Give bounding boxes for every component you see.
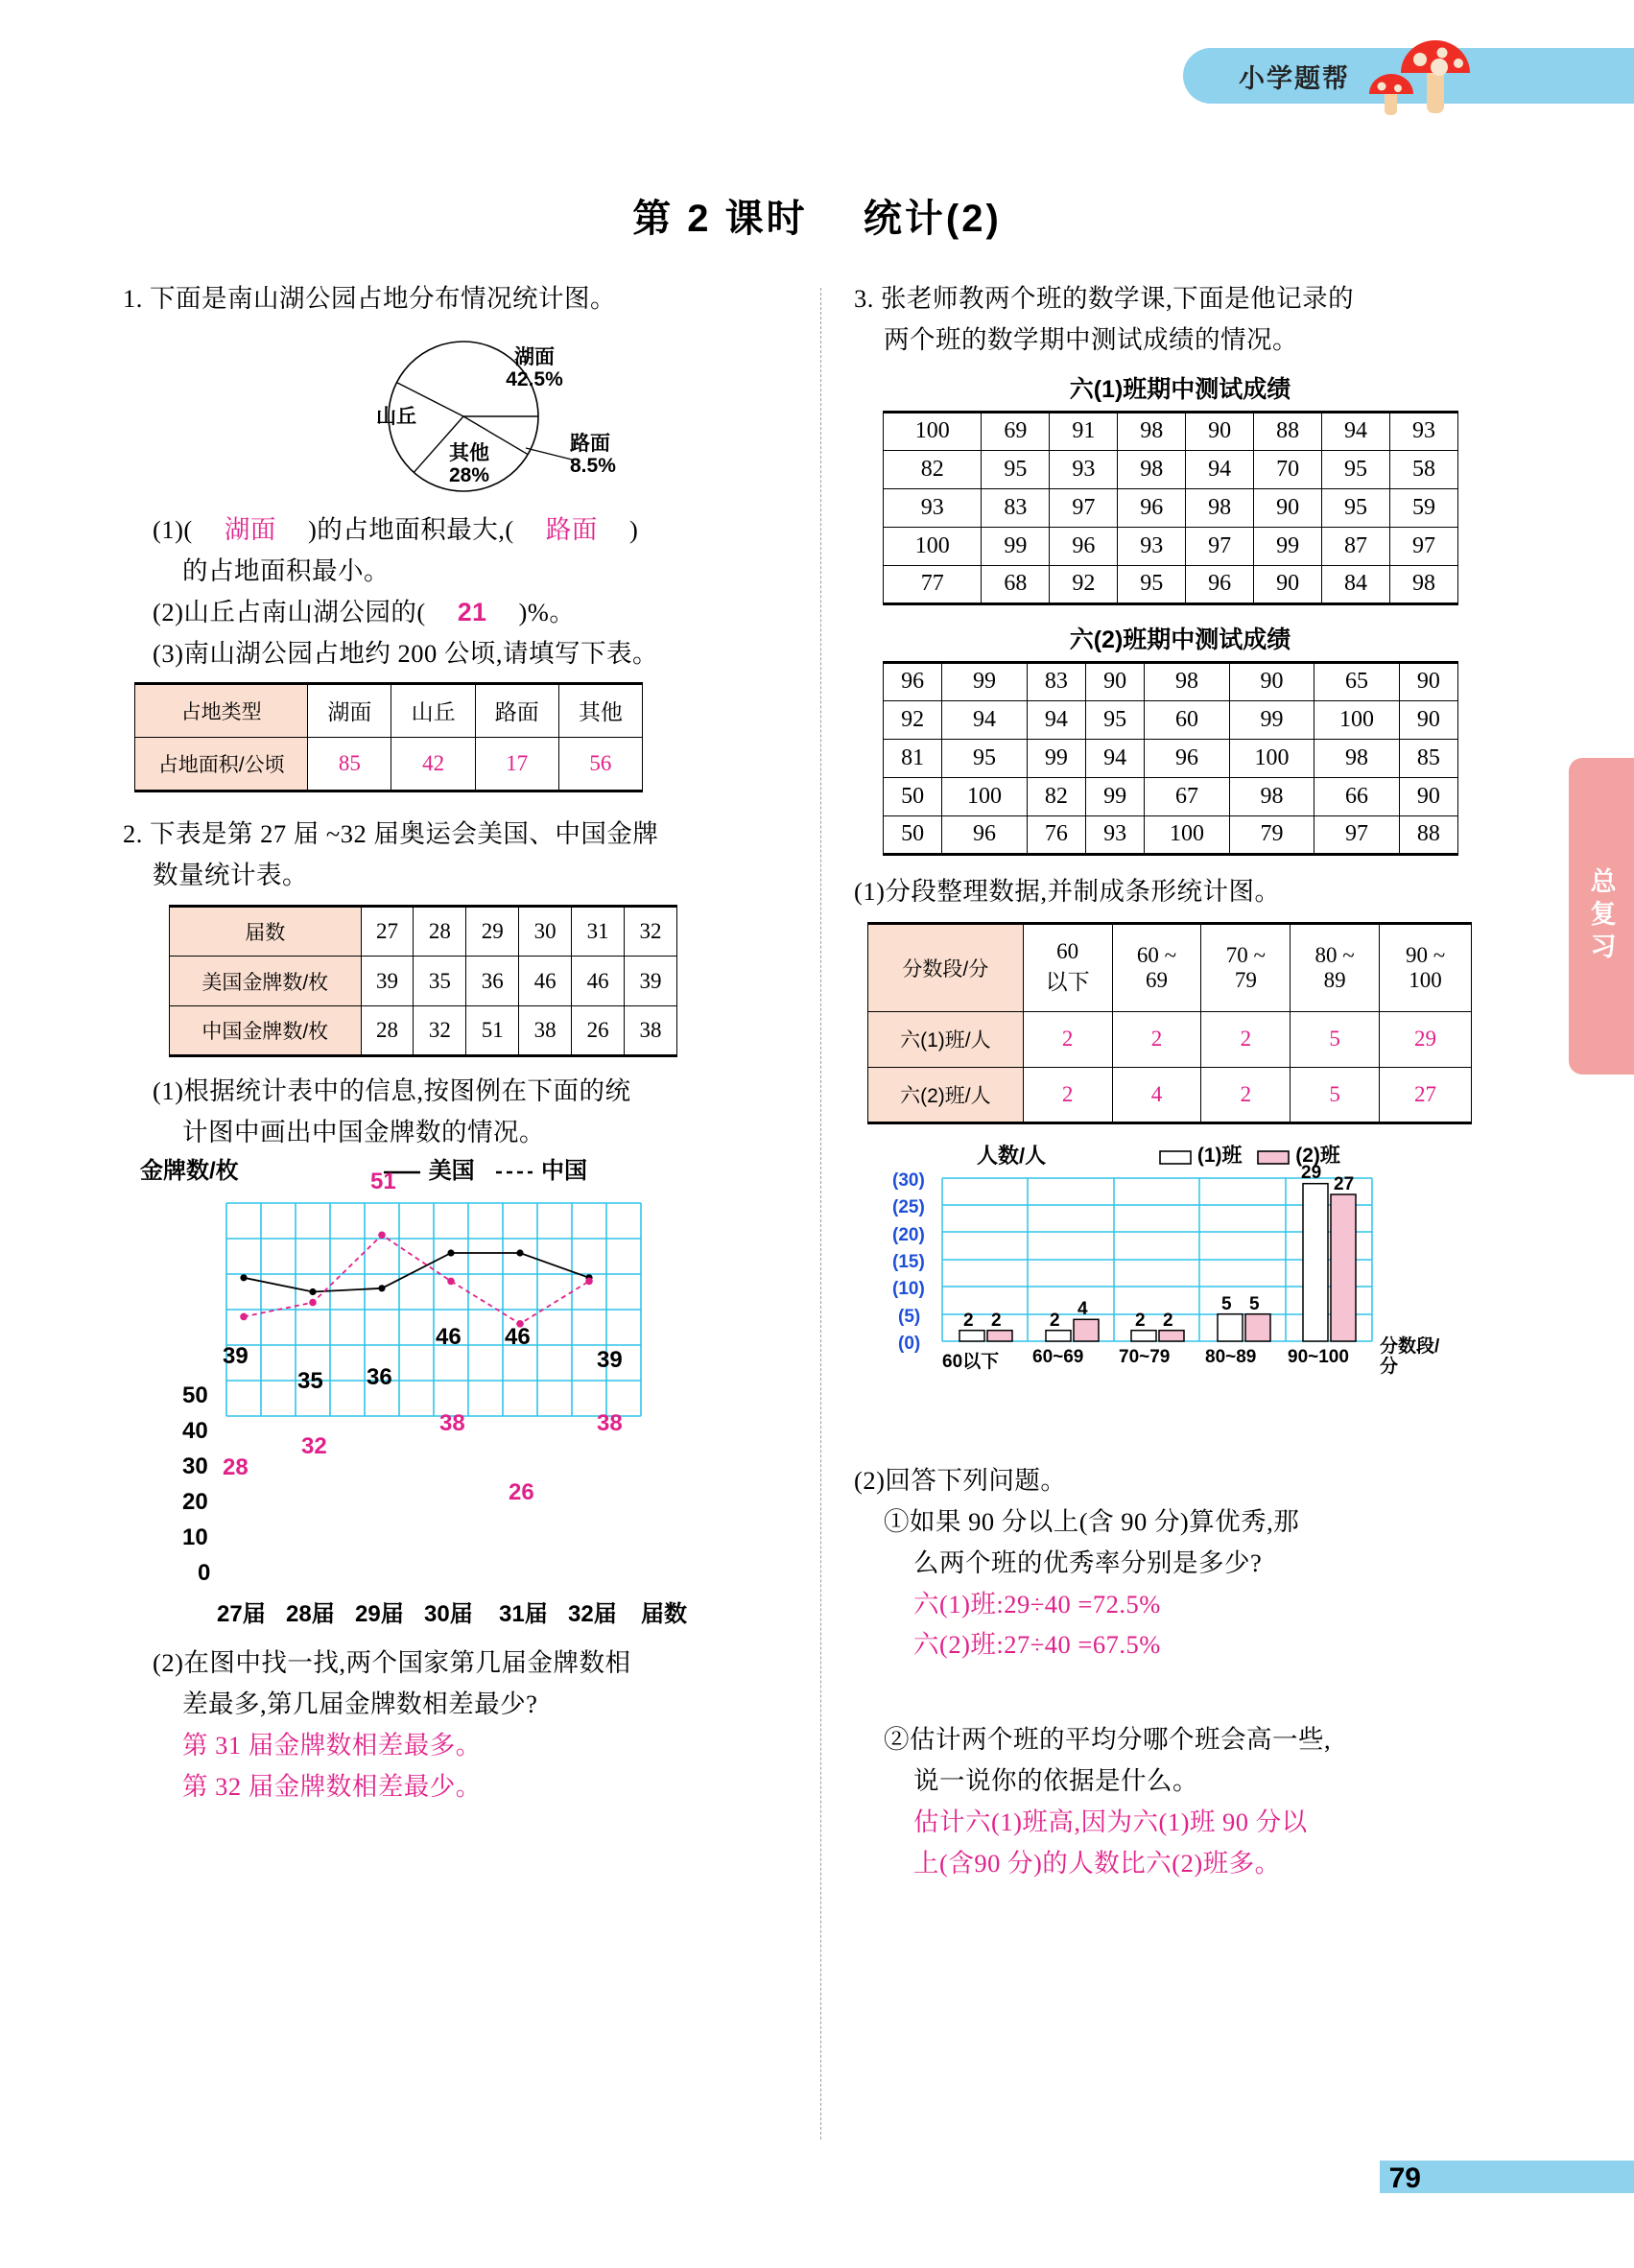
c1-r1-c4: 94 [1186, 450, 1254, 488]
freq-band-3: 80 ~ 89 [1291, 923, 1380, 1011]
medal-edition-4: 31 [572, 907, 625, 957]
line-chart-title: 金牌数/枚 [140, 1158, 239, 1185]
ytick-40: 40 [182, 1418, 208, 1445]
freq-row1-v4[interactable]: 29 [1380, 1011, 1472, 1067]
land-use-value-2[interactable]: 17 [475, 737, 558, 791]
class2-table-title: 六(2)班期中测试成绩 [1069, 626, 1291, 653]
legend-label-china: 中国 [541, 1158, 588, 1185]
table-row [868, 1011, 1472, 1067]
c1-r4-c2: 92 [1050, 565, 1118, 603]
bar-chart-plot [854, 1169, 1468, 1370]
bar-ytick-20: (20) [892, 1224, 925, 1245]
freq-row1-v2[interactable]: 2 [1201, 1011, 1291, 1067]
c1-r1-c0: 82 [884, 450, 982, 488]
c2-r4-c0: 50 [884, 815, 942, 854]
land-use-value-0[interactable]: 85 [308, 737, 391, 791]
q3-item2-answer1[interactable]: 估计六(1)班高,因为六(1)班 90 分以 [913, 1807, 1308, 1837]
xtick-3: 30届 [424, 1601, 473, 1628]
medal-edition-2: 29 [466, 907, 519, 957]
bar-xtick-4: 90~100 [1288, 1346, 1349, 1367]
table-row [884, 777, 1458, 815]
q2-sub2-line2: 差最多,第几届金牌数相差最少? [182, 1689, 538, 1719]
freq-band-0: 60 以下 [1023, 923, 1112, 1011]
legend-line-china [494, 1167, 534, 1178]
c2-r3-c0: 50 [884, 777, 942, 815]
land-use-table [134, 682, 643, 792]
c2-r1-c1: 94 [942, 700, 1027, 739]
medal-line-chart [123, 1155, 718, 1628]
c2-r2-c7: 85 [1399, 739, 1457, 777]
c2-r0-c5: 90 [1229, 662, 1314, 700]
table-row [884, 527, 1458, 565]
c1-r1-c7: 58 [1389, 450, 1457, 488]
c1-r4-c6: 84 [1322, 565, 1390, 603]
value-china-5: 38 [597, 1410, 623, 1437]
usa-medals-1: 35 [414, 957, 466, 1006]
table-row [170, 1006, 677, 1056]
q3-item2-answer2[interactable]: 上(含90 分)的人数比六(2)班多。 [913, 1849, 1281, 1878]
q2-stem-line2: 数量统计表。 [153, 860, 308, 889]
c1-r2-c4: 98 [1186, 488, 1254, 527]
c2-r1-c0: 92 [884, 700, 942, 739]
brand-title: 小学题帮 [1239, 63, 1350, 93]
c2-r0-c0: 96 [884, 662, 942, 700]
c2-r4-c5: 79 [1229, 815, 1314, 854]
q1-sub1-label: (1)( [153, 514, 193, 544]
q3-item1-line2: 么两个班的优秀率分别是多少? [913, 1547, 1263, 1577]
q2-sub2-line1: (2)在图中找一找,两个国家第几届金牌数相 [153, 1648, 631, 1678]
ytick-30: 30 [182, 1453, 208, 1480]
c1-r4-c3: 95 [1118, 565, 1186, 603]
q1-sub2-answer[interactable]: 21 [457, 597, 487, 626]
q3-stem-line1: 张老师教两个班的数学课,下面是他记录的 [881, 284, 1355, 313]
bar-class2-0 [987, 1330, 1012, 1340]
bar-class2-3 [1245, 1313, 1270, 1340]
china-medals-0: 28 [361, 1006, 414, 1056]
freq-band-4: 90 ~ 100 [1380, 923, 1472, 1011]
china-medals-4: 26 [572, 1006, 625, 1056]
c1-r2-c3: 96 [1118, 488, 1186, 527]
pie-label-hill: 山丘 [376, 405, 416, 428]
china-medals-2: 51 [466, 1006, 519, 1056]
bar-class2-1 [1074, 1319, 1099, 1341]
q1-sub1-line2: 的占地面积最小。 [182, 555, 390, 585]
c2-r3-c3: 99 [1085, 777, 1144, 815]
c1-r4-c1: 68 [982, 565, 1050, 603]
value-china-2: 51 [370, 1169, 396, 1195]
q2-sub1-line2: 计图中画出中国金牌数的情况。 [182, 1118, 545, 1147]
usa-medals-2: 36 [466, 957, 519, 1006]
value-usa-3: 46 [436, 1324, 462, 1351]
q1-sub1-end: ) [629, 514, 639, 544]
c1-r3-c6: 87 [1322, 527, 1390, 565]
usa-medals-5: 39 [625, 957, 677, 1006]
q1-sub1-answer1[interactable]: 湖面 [224, 514, 276, 544]
value-usa-4: 46 [505, 1324, 531, 1351]
q1-sub1-answer2[interactable]: 路面 [545, 514, 598, 544]
c2-r2-c3: 94 [1085, 739, 1144, 777]
c1-r1-c1: 95 [982, 450, 1050, 488]
table-row [884, 565, 1458, 603]
q1-sub1-mid: )的占地面积最大,( [307, 514, 514, 544]
column-divider [820, 288, 821, 2139]
bar-value-c1-0: 2 [963, 1310, 974, 1331]
legend-label-usa: 美国 [428, 1158, 475, 1185]
c2-r3-c4: 67 [1145, 777, 1229, 815]
mushroom-icon [1348, 27, 1492, 115]
land-use-row-header-0: 占地类型 [135, 683, 308, 737]
value-usa-1: 35 [297, 1368, 323, 1395]
table-row [868, 1067, 1472, 1122]
page-title-part1: 第 2 课时 [632, 198, 808, 240]
c2-r2-c6: 98 [1314, 739, 1399, 777]
bar-value-c2-3: 5 [1249, 1293, 1260, 1314]
value-china-0: 28 [223, 1454, 249, 1481]
medal-edition-5: 32 [625, 907, 677, 957]
table-row [170, 957, 677, 1006]
bar-value-c2-1: 4 [1077, 1298, 1088, 1319]
c2-r2-c2: 99 [1027, 739, 1085, 777]
bar-ytick-25: (25) [892, 1196, 925, 1217]
c1-r0-c5: 88 [1254, 412, 1322, 450]
china-medals-3: 38 [519, 1006, 572, 1056]
c1-r3-c3: 93 [1118, 527, 1186, 565]
freq-row2-v2[interactable]: 2 [1201, 1067, 1291, 1122]
c2-r4-c3: 93 [1085, 815, 1144, 854]
bar-xtick-3: 80~89 [1205, 1346, 1257, 1367]
legend-swatch-class1 [1159, 1149, 1192, 1165]
ytick-0: 0 [198, 1560, 211, 1587]
bar-value-c1-4: 29 [1301, 1162, 1322, 1183]
c2-r1-c3: 95 [1085, 700, 1144, 739]
bar-class1-3 [1218, 1313, 1243, 1340]
c2-r1-c2: 94 [1027, 700, 1085, 739]
land-use-row-header-1: 占地面积/公顷 [135, 737, 308, 791]
table-row [884, 815, 1458, 854]
bar-value-c1-2: 2 [1135, 1310, 1146, 1331]
bar-class2-4 [1331, 1194, 1356, 1341]
freq-row2-v3[interactable]: 5 [1291, 1067, 1380, 1122]
table-row [884, 488, 1458, 527]
class1-score-table [883, 411, 1458, 605]
table-row [170, 907, 677, 957]
q1-sub1 [123, 509, 794, 551]
land-use-col-1: 山丘 [391, 683, 475, 737]
table-row [884, 700, 1458, 739]
c1-r0-c1: 69 [982, 412, 1050, 450]
c2-r0-c1: 99 [942, 662, 1027, 700]
q2-stem-line1: 下表是第 27 届 ~32 届奥运会美国、中国金牌 [150, 818, 659, 848]
line-chart-xlabel: 届数 [641, 1601, 687, 1628]
bar-ytick-30: (30) [892, 1169, 925, 1191]
c1-r2-c0: 93 [884, 488, 982, 527]
medal-row-header-0: 届数 [170, 907, 362, 957]
q3-sub2: (2)回答下列问题。 [854, 1465, 1067, 1495]
china-medals-5: 38 [625, 1006, 677, 1056]
c1-r1-c2: 93 [1050, 450, 1118, 488]
c2-r0-c2: 83 [1027, 662, 1085, 700]
c1-r1-c5: 70 [1254, 450, 1322, 488]
bar-ytick-15: (15) [892, 1251, 925, 1272]
bar-xtick-1: 60~69 [1032, 1346, 1084, 1367]
value-usa-2: 36 [367, 1364, 392, 1391]
bar-xtick-0: 60以下 [942, 1351, 1000, 1372]
left-column [123, 278, 794, 1807]
c1-r3-c7: 97 [1389, 527, 1457, 565]
c2-r2-c4: 96 [1145, 739, 1229, 777]
c2-r3-c6: 66 [1314, 777, 1399, 815]
q1-number: 1. [123, 284, 143, 313]
c2-r3-c7: 90 [1399, 777, 1457, 815]
q2-number: 2. [123, 818, 143, 848]
c2-r1-c4: 60 [1145, 700, 1229, 739]
value-china-3: 38 [439, 1410, 465, 1437]
ytick-50: 50 [182, 1382, 208, 1409]
table-row [884, 739, 1458, 777]
c1-r2-c5: 90 [1254, 488, 1322, 527]
table-row [884, 450, 1458, 488]
xtick-1: 28届 [286, 1601, 335, 1628]
page-title [0, 188, 1634, 243]
bar-class1-0 [959, 1330, 984, 1340]
c2-r1-c5: 99 [1229, 700, 1314, 739]
c2-r0-c3: 90 [1085, 662, 1144, 700]
pie-label-other: 其他 28% [448, 441, 490, 487]
bar-xtick-2: 70~79 [1119, 1346, 1171, 1367]
bar-class1-4 [1303, 1183, 1328, 1340]
c1-r2-c6: 95 [1322, 488, 1390, 527]
bar-value-c2-2: 2 [1163, 1310, 1173, 1331]
bar-chart-xlabel: 分数段/分 [1380, 1335, 1440, 1377]
pie-label-lake: 湖面 42.5% [506, 345, 563, 391]
freq-band-2: 70 ~ 79 [1201, 923, 1291, 1011]
q1-stem: 下面是南山湖公园占地分布情况统计图。 [150, 284, 616, 313]
usa-medals-0: 39 [361, 957, 414, 1006]
medal-row-header-2: 中国金牌数/枚 [170, 1006, 362, 1056]
legend-swatch-class2 [1257, 1149, 1290, 1165]
q3-stem-line2: 两个班的数学期中测试成绩的情况。 [884, 324, 1298, 354]
c1-r2-c7: 59 [1389, 488, 1457, 527]
c1-r1-c6: 95 [1322, 450, 1390, 488]
c1-r4-c7: 98 [1389, 565, 1457, 603]
medal-edition-1: 28 [414, 907, 466, 957]
q2-sub2-answer2[interactable]: 第 32 届金牌数相差最少。 [182, 1772, 482, 1802]
freq-row1-v0[interactable]: 2 [1023, 1011, 1112, 1067]
bar-ytick-10: (10) [892, 1278, 925, 1299]
value-usa-0: 39 [223, 1343, 249, 1370]
c1-r3-c5: 99 [1254, 527, 1322, 565]
c1-r4-c5: 90 [1254, 565, 1322, 603]
c2-r0-c7: 90 [1399, 662, 1457, 700]
bar-class1-1 [1046, 1330, 1071, 1340]
ytick-10: 10 [182, 1524, 208, 1551]
q3-number: 3. [854, 284, 874, 313]
pie-label-road: 路面 8.5% [570, 432, 616, 478]
c1-r3-c1: 99 [982, 527, 1050, 565]
c1-r4-c4: 96 [1186, 565, 1254, 603]
land-use-value-3[interactable]: 56 [558, 737, 642, 791]
value-china-1: 32 [301, 1433, 327, 1460]
xtick-4: 31届 [499, 1601, 548, 1628]
q2-sub2-answer1[interactable]: 第 31 届金牌数相差最多。 [182, 1731, 482, 1760]
c1-r0-c2: 91 [1050, 412, 1118, 450]
side-tab-label: 总复习 [1586, 867, 1616, 965]
freq-corner-header: 分数段/分 [868, 923, 1024, 1011]
table-row [884, 412, 1458, 450]
land-use-col-2: 路面 [475, 683, 558, 737]
c1-r0-c0: 100 [884, 412, 982, 450]
land-use-col-0: 湖面 [308, 683, 391, 737]
freq-row2-v0[interactable]: 2 [1023, 1067, 1112, 1122]
line-chart-legend [382, 1151, 587, 1185]
bar-value-c1-1: 2 [1050, 1310, 1060, 1331]
series-china-points [240, 1232, 593, 1328]
freq-row2-v4[interactable]: 27 [1380, 1067, 1472, 1122]
bar-ytick-5: (5) [898, 1306, 921, 1327]
xtick-0: 27届 [217, 1601, 266, 1628]
pie-chart-land-use [123, 325, 794, 508]
table-row [135, 737, 643, 791]
c2-r3-c5: 98 [1229, 777, 1314, 815]
q3-item2-line1: ②估计两个班的平均分哪个班会高一些, [884, 1725, 1332, 1755]
legend-label-class2: (2)班 [1295, 1144, 1340, 1167]
bar-chart-title: 人数/人 [977, 1143, 1047, 1168]
c2-r4-c6: 97 [1314, 815, 1399, 854]
c1-r0-c4: 90 [1186, 412, 1254, 450]
legend-label-class1: (1)班 [1196, 1144, 1243, 1167]
c1-r0-c3: 98 [1118, 412, 1186, 450]
c2-r0-c4: 98 [1145, 662, 1229, 700]
q3-item1-answer1[interactable]: 六(1)班:29÷40 =72.5% [913, 1589, 1161, 1618]
medal-table [169, 905, 677, 1057]
q1-sub2-pre: (2)山丘占南山湖公园的( [153, 597, 426, 626]
class2-score-table [883, 661, 1458, 856]
right-column [854, 278, 1506, 1884]
medal-edition-0: 27 [361, 907, 414, 957]
side-tab-review[interactable] [1569, 758, 1634, 1075]
xtick-2: 29届 [355, 1601, 404, 1628]
c1-r0-c6: 94 [1322, 412, 1390, 450]
c1-r3-c2: 96 [1050, 527, 1118, 565]
table-row [135, 683, 643, 737]
freq-row1-header: 六(1)班/人 [868, 1011, 1024, 1067]
bar-value-c1-3: 5 [1221, 1293, 1232, 1314]
c1-r2-c2: 97 [1050, 488, 1118, 527]
bar-value-c2-0: 2 [991, 1310, 1002, 1331]
ytick-20: 20 [182, 1489, 208, 1516]
c2-r3-c2: 82 [1027, 777, 1085, 815]
c2-r2-c0: 81 [884, 739, 942, 777]
value-usa-5: 39 [597, 1347, 623, 1374]
q3-sub1: (1)分段整理数据,并制成条形统计图。 [854, 876, 1281, 906]
score-bar-chart [854, 1140, 1468, 1389]
q3-item1-line1: ①如果 90 分以上(含 90 分)算优秀,那 [884, 1506, 1300, 1536]
q3-item2-line2: 说一说你的依据是什么。 [913, 1766, 1198, 1796]
page-title-part2: 统计(2) [863, 198, 1002, 240]
c1-r3-c4: 97 [1186, 527, 1254, 565]
table-row [868, 923, 1472, 1011]
c1-r4-c0: 77 [884, 565, 982, 603]
bar-class1-2 [1131, 1330, 1156, 1340]
frequency-table [867, 922, 1472, 1124]
freq-row2-v1[interactable]: 4 [1112, 1067, 1201, 1122]
c2-r4-c1: 96 [942, 815, 1027, 854]
c2-r1-c6: 100 [1314, 700, 1399, 739]
usa-medals-3: 46 [519, 957, 572, 1006]
c2-r1-c7: 90 [1399, 700, 1457, 739]
freq-row1-v3[interactable]: 5 [1291, 1011, 1380, 1067]
bar-class2-2 [1159, 1330, 1184, 1340]
q1-sub2 [123, 592, 794, 633]
medal-edition-3: 30 [519, 907, 572, 957]
land-use-value-1[interactable]: 42 [391, 737, 475, 791]
c1-r3-c0: 100 [884, 527, 982, 565]
question-1 [123, 278, 794, 319]
medal-row-header-1: 美国金牌数/枚 [170, 957, 362, 1006]
question-2 [123, 814, 794, 855]
q3-item1-answer2[interactable]: 六(2)班:27÷40 =67.5% [913, 1630, 1161, 1660]
q1-sub3: (3)南山湖公园占地约 200 公顷,请填写下表。 [153, 638, 659, 668]
freq-row2-header: 六(2)班/人 [868, 1067, 1024, 1122]
xtick-5: 32届 [568, 1601, 617, 1628]
china-medals-1: 32 [414, 1006, 466, 1056]
class1-table-title: 六(1)班期中测试成绩 [1069, 375, 1291, 403]
page-number: 79 [1388, 2162, 1421, 2194]
land-use-col-3: 其他 [558, 683, 642, 737]
c2-r4-c4: 100 [1145, 815, 1229, 854]
c1-r0-c7: 93 [1389, 412, 1457, 450]
c2-r4-c7: 88 [1399, 815, 1457, 854]
freq-row1-v1[interactable]: 2 [1112, 1011, 1201, 1067]
usa-medals-4: 46 [572, 957, 625, 1006]
c1-r2-c1: 83 [982, 488, 1050, 527]
freq-band-1: 60 ~ 69 [1112, 923, 1201, 1011]
c1-r1-c3: 98 [1118, 450, 1186, 488]
c2-r4-c2: 76 [1027, 815, 1085, 854]
c2-r3-c1: 100 [942, 777, 1027, 815]
c2-r2-c5: 100 [1229, 739, 1314, 777]
question-3 [854, 278, 1506, 319]
c2-r2-c1: 95 [942, 739, 1027, 777]
q1-sub2-post: )%。 [518, 597, 576, 626]
c2-r0-c6: 65 [1314, 662, 1399, 700]
value-china-4: 26 [509, 1479, 534, 1506]
line-chart-plot [123, 1186, 718, 1454]
table-row [884, 662, 1458, 700]
bar-ytick-0: (0) [898, 1333, 921, 1354]
q2-sub1-line1: (1)根据统计表中的信息,按图例在下面的统 [153, 1076, 631, 1106]
bar-value-c2-4: 27 [1334, 1173, 1355, 1194]
